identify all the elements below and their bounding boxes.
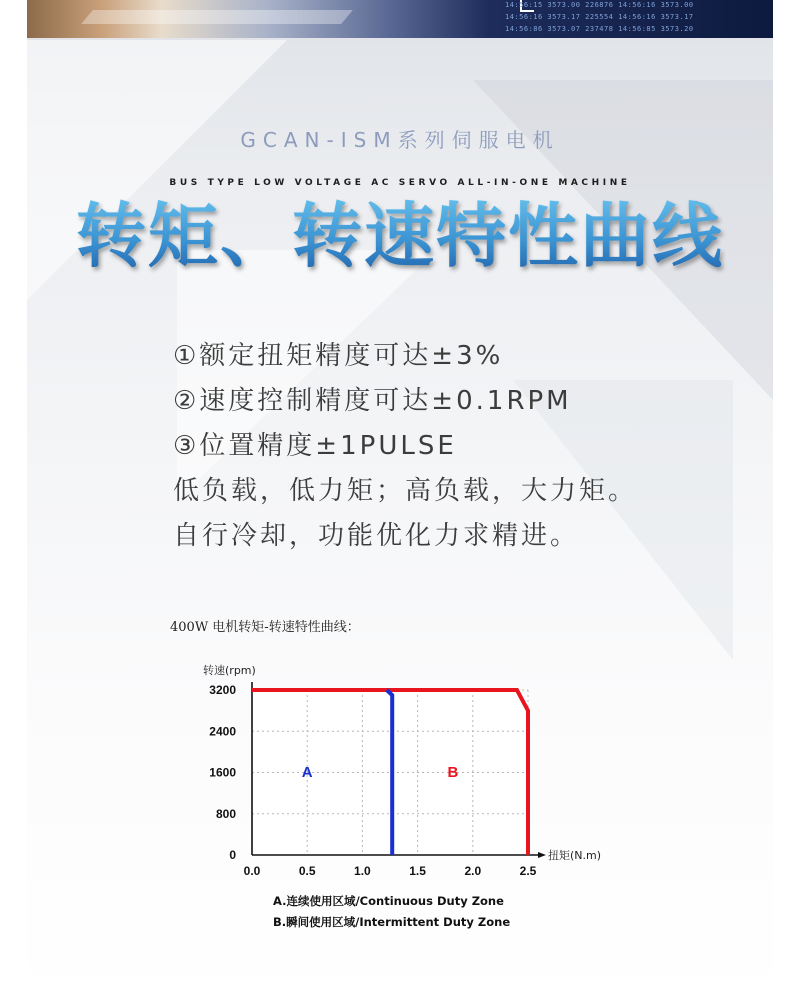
x-tick-label: 2.5 bbox=[519, 864, 537, 878]
feature-item: ①额定扭矩精度可达±3% bbox=[173, 341, 504, 371]
product-subtitle: BUS TYPE LOW VOLTAGE AC SERVO ALL-IN-ONE MACHINE bbox=[169, 178, 631, 188]
y-tick-label: 800 bbox=[215, 806, 236, 821]
feature-item: 低负载，低力矩；高负载，大力矩。 bbox=[173, 476, 638, 506]
chart-caption: 400W 电机转矩-转速特性曲线： bbox=[170, 620, 360, 635]
zone-label: A bbox=[301, 763, 313, 781]
y-tick-label: 1600 bbox=[209, 765, 236, 780]
x-tick-label: 2.0 bbox=[464, 864, 482, 878]
x-axis-title: 扭矩(N.m) bbox=[548, 849, 602, 862]
series-title: GCAN-ISM系列伺服电机 bbox=[240, 128, 560, 152]
ticker-line: 14:56:15 3573.00 226876 14:56:16 3573.00 bbox=[505, 1, 694, 9]
x-axis-arrow-icon bbox=[538, 852, 546, 858]
x-tick-label: 1.0 bbox=[354, 864, 371, 878]
y-tick-label: 2400 bbox=[209, 724, 236, 739]
zone-label: B bbox=[447, 763, 459, 781]
y-tick-label: 0 bbox=[229, 848, 236, 862]
zone-legend-item: B.瞬间使用区域/Intermittent Duty Zone bbox=[273, 915, 511, 929]
ticker-line: 14:56:86 3573.07 237478 14:56:85 3573.20 bbox=[505, 25, 694, 33]
x-tick-label: 0.0 bbox=[243, 864, 261, 878]
feature-item: ③位置精度±1PULSE bbox=[173, 431, 457, 461]
y-tick-label: 3200 bbox=[209, 683, 236, 697]
y-axis-title: 转速(rpm) bbox=[203, 664, 256, 677]
headline: 转矩、转速特性曲线 bbox=[0, 193, 800, 279]
zone-legend-item: A.连续使用区域/Continuous Duty Zone bbox=[273, 894, 504, 908]
x-tick-label: 1.5 bbox=[409, 864, 426, 878]
feature-item: 自行冷却，功能优化力求精进。 bbox=[173, 521, 580, 551]
ticker-line: 14:56:16 3573.17 225554 14:56:16 3573.17 bbox=[505, 13, 694, 21]
feature-item: ②速度控制精度可达±0.1RPM bbox=[173, 386, 572, 416]
x-tick-label: 0.5 bbox=[298, 864, 316, 878]
